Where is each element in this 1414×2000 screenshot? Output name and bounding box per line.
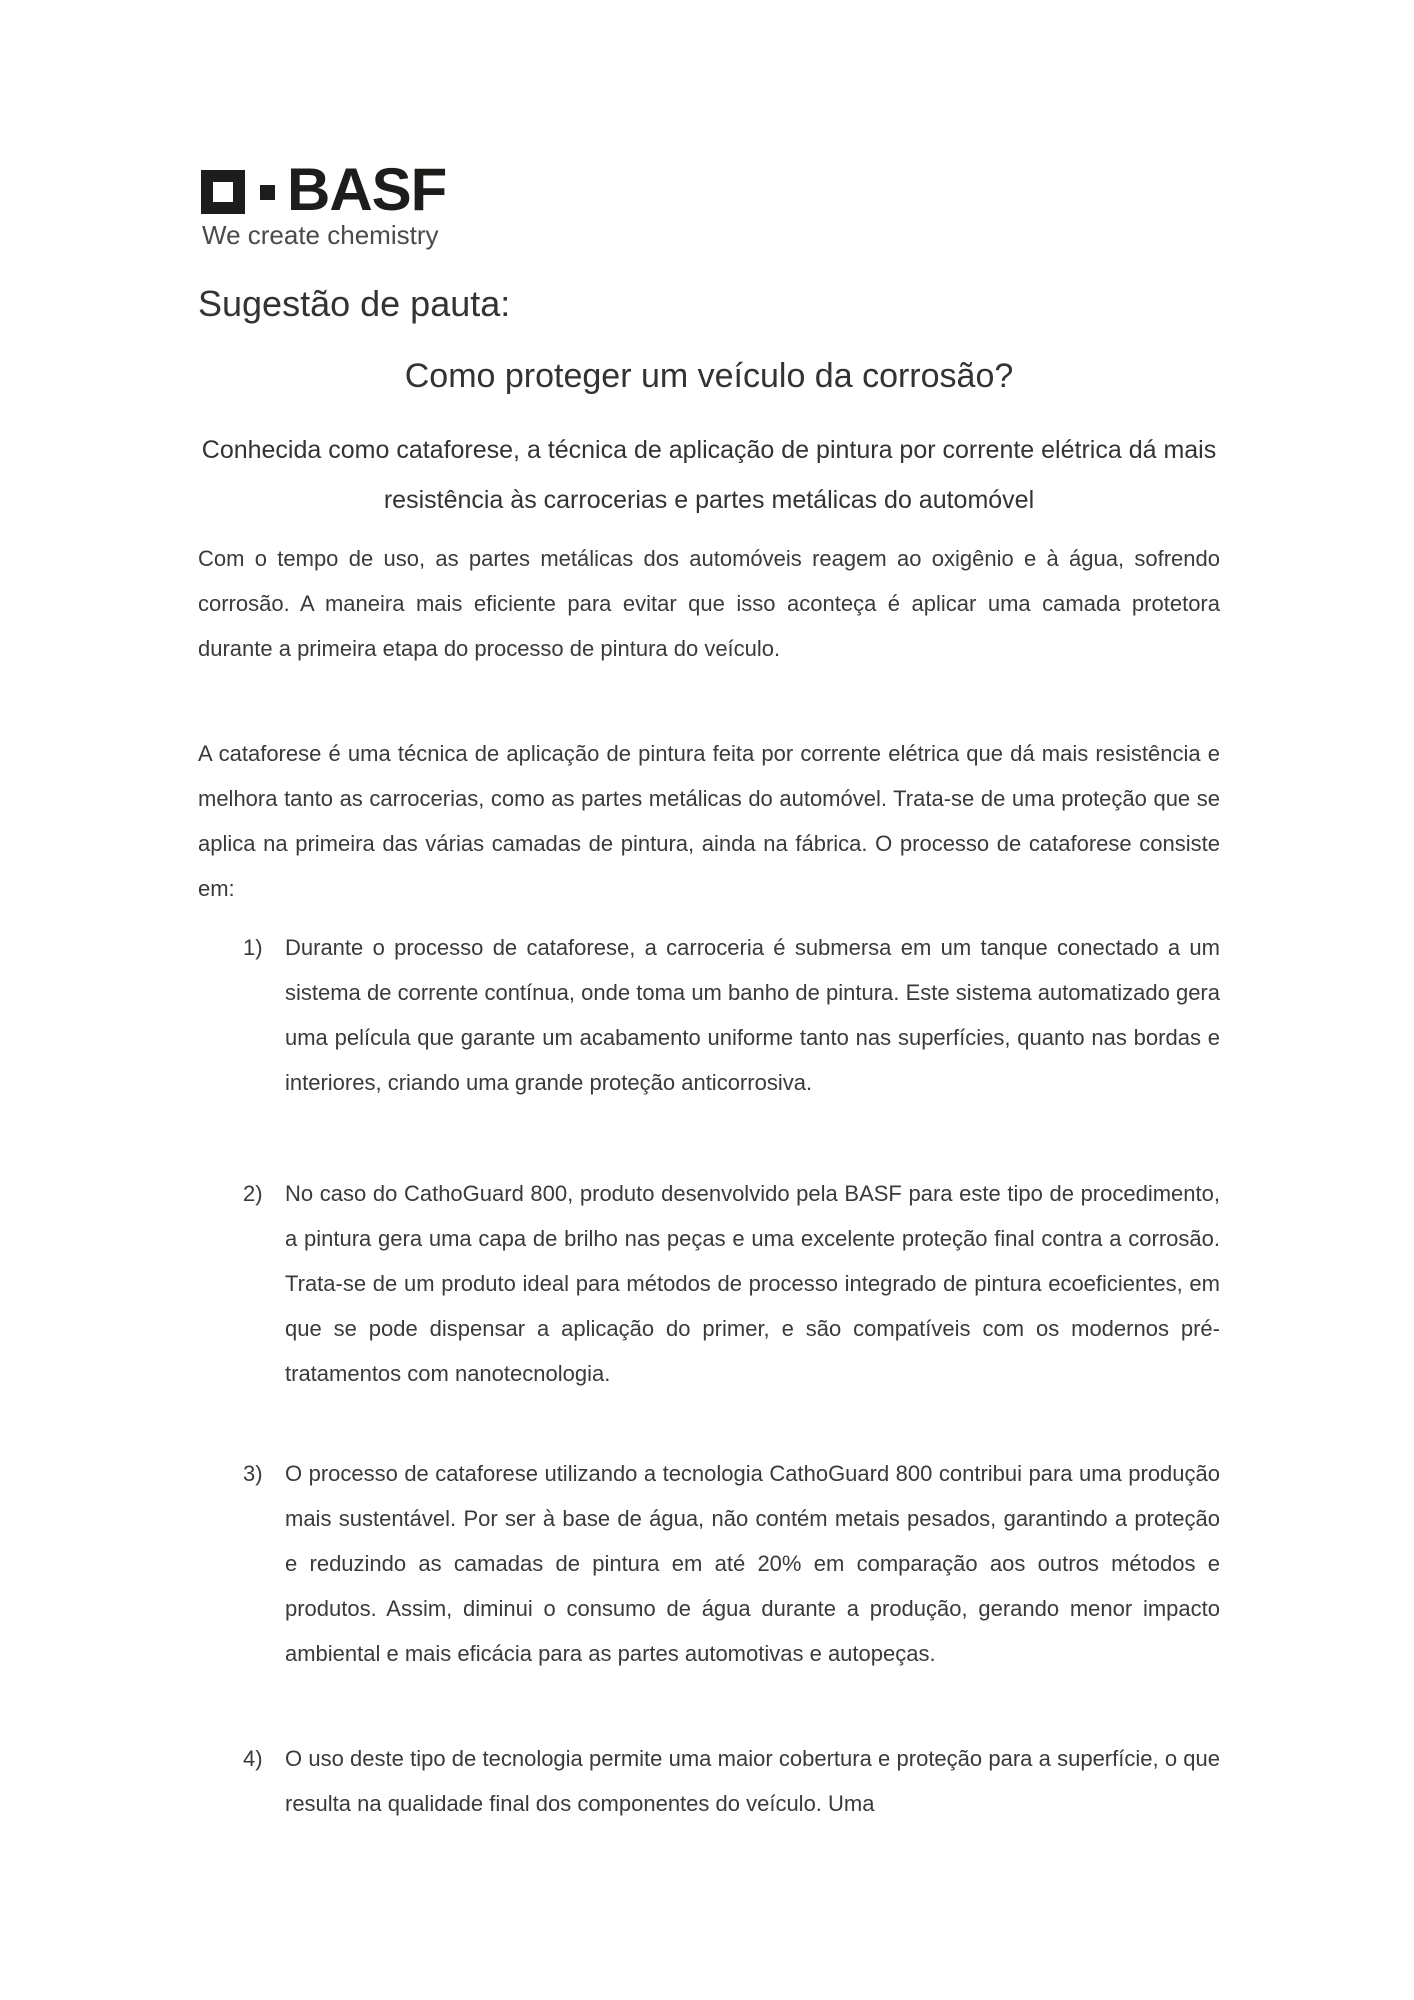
basf-logo-outer-square-icon: [201, 170, 245, 214]
list-item-marker: 1): [243, 935, 263, 960]
list-item-text: No caso do CathoGuard 800, produto desenvolvido pela BASF para este tipo de procedimento, a pintura gera uma capa de brilho nas peças e uma excelente proteção final contra a corrosão. Trata-se de um produto ideal para métodos de processo integrado de pintura ecoeficientes, em que se pode dispensar a aplicação do primer, e são compatíveis com os modernos pré-tratamentos com nanotecnologia.: [285, 1181, 1220, 1386]
list-item-marker: 3): [243, 1461, 263, 1486]
list-item: [198, 1171, 1220, 1396]
list-item-marker: 2): [243, 1181, 263, 1206]
list-item: [198, 925, 1220, 1105]
list-item-text: O uso deste tipo de tecnologia permite uma maior cobertura e proteção para a superfície, o que resulta na qualidade final dos componentes do veículo. Uma: [285, 1746, 1220, 1816]
document-subtitle: Conhecida como cataforese, a técnica de aplicação de pintura por corrente elétrica dá mais resistência às carrocerias e partes metálicas do automóvel: [201, 436, 1217, 514]
list-item: [198, 1451, 1220, 1676]
list-item-text: Durante o processo de cataforese, a carroceria é submersa em um tanque conectado a um sistema de corrente contínua, onde toma um banho de pintura. Este sistema automatizado gera uma película que garante um acabamento uniforme tanto nas superfícies, quanto nas bordas e interiores, criando uma grande proteção anticorrosiva.: [285, 935, 1220, 1095]
basf-logo-tagline: We create chemistry: [202, 220, 439, 250]
basf-logo-wordmark: BASF: [287, 156, 447, 223]
document-kicker: Sugestão de pauta:: [198, 283, 511, 324]
list-item-text: O processo de cataforese utilizando a tecnologia CathoGuard 800 contribui para uma produção mais sustentável. Por ser à base de água, não contém metais pesados, garantindo a proteção e reduzindo as camadas de pintura em até 20% em comparação aos outros métodos e produtos. Assim, diminui o consumo de água durante a produção, gerando menor impacto ambiental e mais eficácia para as partes automotivas e autopeças.: [285, 1461, 1220, 1666]
document-title: Como proteger um veículo da corrosão?: [404, 357, 1014, 395]
body-paragraph: A cataforese é uma técnica de aplicação de pintura feita por corrente elétrica que dá mais resistência e melhora tanto as carrocerias, como as partes metálicas do automóvel. Trata-se de uma proteção que se aplica na primeira das várias camadas de pintura, ainda na fábrica. O processo de cataforese consiste em:: [198, 741, 1220, 901]
list-item-marker: 4): [243, 1746, 263, 1771]
list-item: [198, 1736, 1220, 1826]
basf-logo-small-square-icon: [260, 185, 275, 200]
body-paragraph: Com o tempo de uso, as partes metálicas dos automóveis reagem ao oxigênio e à água, sofrendo corrosão. A maneira mais eficiente para evitar que isso aconteça é aplicar uma camada protetora durante a primeira etapa do processo de pintura do veículo.: [198, 546, 1220, 661]
